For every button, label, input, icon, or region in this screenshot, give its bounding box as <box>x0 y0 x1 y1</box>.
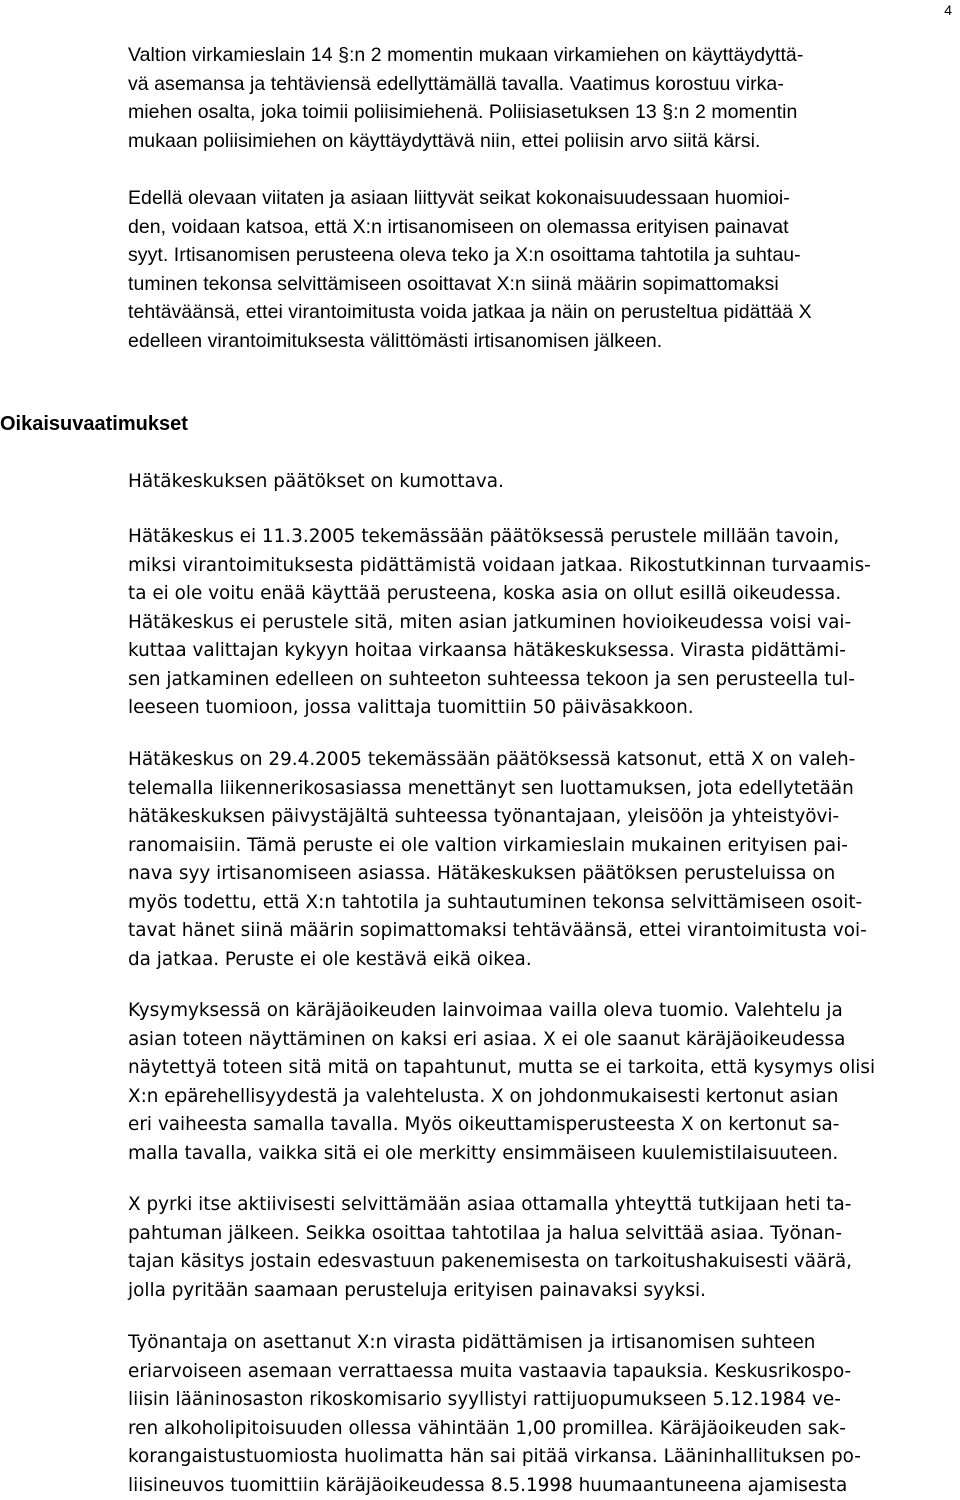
paragraph-8: Työnantaja on asettanut X:n virasta pidättämisen ja irtisanomisen suhteen eriarvoiseen asemaan verrattaessa muita vastaavia tapauksia. Keskusrikospo- liisin lääninosaston rikoskomisario syyllistyi rattijuopumukseen 5.12.1984 ve- ren alkoholipitoisuuden ollessa vähintään 1,00 promillea. Käräjäoikeuden sak- korangaistustuomiosta huolimatta hän sai pitää virkansa. Lääninhallituksen po- liisineuvos tuomittiin käräjäoikeudessa 8.5.1998 huumaantuneena ajamisesta <box>128 1332 861 1496</box>
paragraph-6: Kysymyksessä on käräjäoikeuden lainvoimaa vailla oleva tuomio. Valehtelu ja asian toteen näyttäminen on kaksi eri asiaa. X ei ole saanut käräjäoikeudessa näytettyä toteen sitä mitä on tapahtunut, mutta se ei tarkoita, että kysymys olisi X:n epärehellisyydestä ja valehtelusta. X on johdonmukaisesti kertonut asian eri vaiheesta samalla tavalla. Myös oikeuttamisperusteesta X on kertonut sa- malla tavalla, vaikka sitä ei ole merkitty ensimmäiseen kuulemistilaisuuteen. <box>128 1000 876 1164</box>
paragraph-7: X pyrki itse aktiivisesti selvittämään asiaa ottamalla yhteyttä tutkijaan heti ta- pahtuman jälkeen. Seikka osoittaa tahtotilaa ja halua selvittää asiaa. Työnan- tajan käsitys jostain edesvastuun pakenemisesta on tarkoitushakuisesti väärä, jolla pyritään saamaan perusteluja erityisen painavaksi syyksi. <box>128 1194 853 1301</box>
paragraph-4: Hätäkeskus ei 11.3.2005 tekemässään päätöksessä perustele millään tavoin, miksi virantoimituksesta pidättämistä voidaan jatkaa. Rikostutkinnan turvaamis- ta ei ole voitu enää käyttää perusteena, koska asia on ollut esillä oikeudessa. Hätäkeskus ei perustele sitä, miten asian jatkuminen hovioikeudessa voisi vai- kuttaa valittajan kykyyn hoitaa virkaansa hätäkeskuksessa. Virasta pidättämi- sen jatkaminen edelleen on suhteeton suhteessa tekoon ja sen perusteella tul- leeseen tuomioon, jossa valittaja tuomittiin 50 päiväsakkoon. <box>128 526 871 718</box>
paragraph-5: Hätäkeskus on 29.4.2005 tekemässään päätöksessä katsonut, että X on valeh- telemalla liikennerikosasiassa menettänyt sen luottamuksen, jota edellytetään hätäkeskuksen päivystäjältä suhteessa työnantajaan, yleisöön ja yhteistyövi- ranomaisiin. Tämä peruste ei ole valtion virkamieslain mukainen erityisen pai- nava syy irtisanomiseen asiassa. Hätäkeskuksen päätöksen perusteluissa on myös todettu, että X:n tahtotila ja suhtautuminen tekonsa selvittämiseen osoit- tavat hänet siinä määrin sopimattomaksi tehtäväänsä, ettei virantoimitusta voi- da jatkaa. Peruste ei ole kestävä eikä oikea. <box>128 749 867 970</box>
paragraph-1: Valtion virkamieslain 14 §:n 2 momentin mukaan virkamiehen on käyttäydyttä- vä asemansa ja tehtäviensä edellyttämällä tavalla. Vaatimus korostuu virka- miehen osalta, joka toimii poliisimiehenä. Poliisiasetuksen 13 §:n 2 momentin mukaan poliisimiehen on käyttäydyttävä niin, ettei poliisin arvo siitä kärsi. <box>128 44 804 152</box>
paragraph-3: Hätäkeskuksen päätökset on kumottava. <box>128 471 504 492</box>
section-heading: Oikaisuvaatimukset <box>0 413 188 435</box>
page-number: 4 <box>944 2 952 18</box>
paragraph-2: Edellä olevaan viitaten ja asiaan liittyvät seikat kokonaisuudessaan huomioi- den, voidaan katsoa, että X:n irtisanomiseen on olemassa erityisen painavat syyt. Irtisanomisen perusteena oleva teko ja X:n osoittama tahtotila ja suhtau- tuminen tekonsa selvittämiseen osoittavat X:n siinä määrin sopimattomaksi tehtäväänsä, ettei virantoimitusta voida jatkaa ja näin on perusteltua pidättää X edelleen virantoimituksesta välittömästi irtisanomisen jälkeen. <box>128 187 812 352</box>
